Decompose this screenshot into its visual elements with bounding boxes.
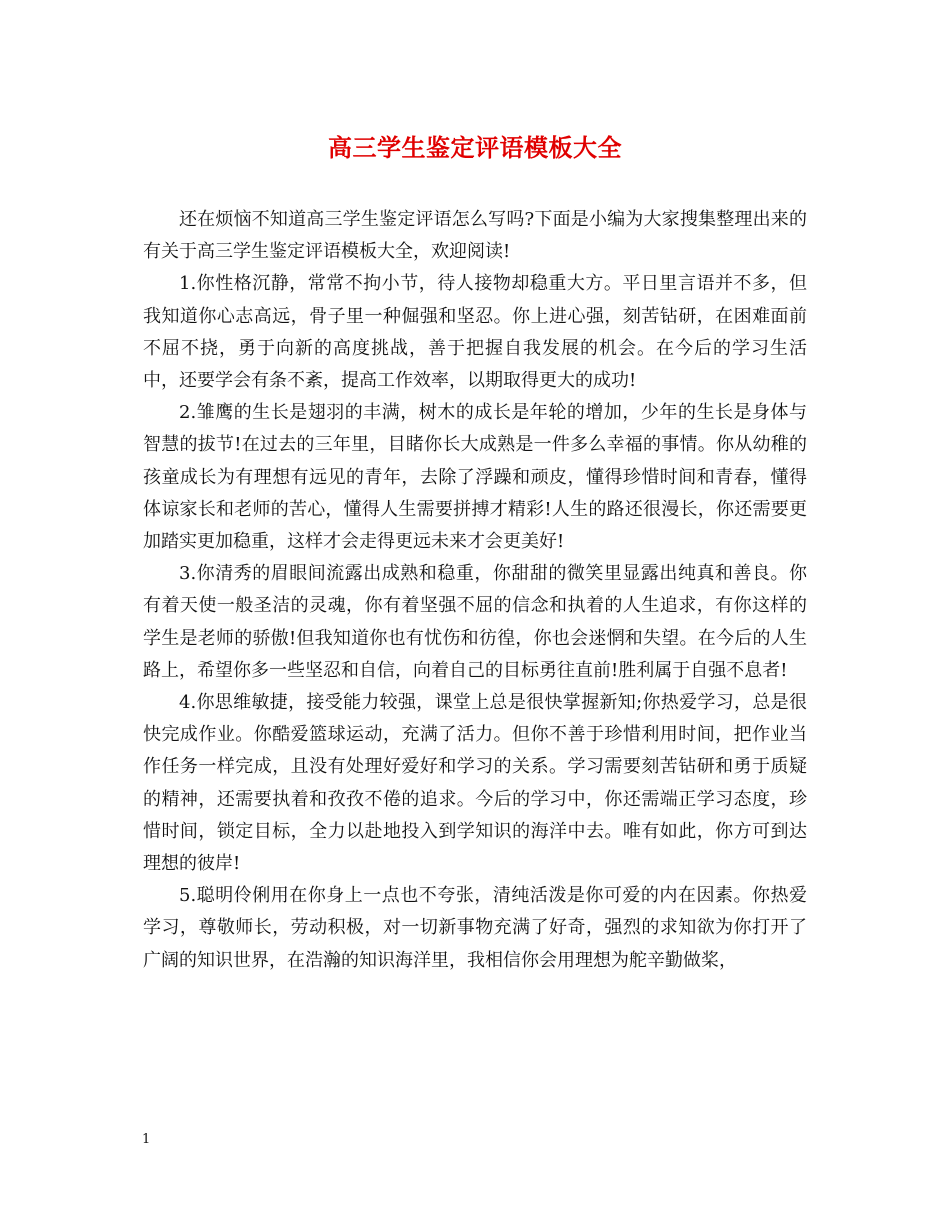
intro-paragraph: 还在烦恼不知道高三学生鉴定评语怎么写吗?下面是小编为大家搜集整理出来的有关于高三学生鉴定评语模板大全，欢迎阅读! (143, 209, 807, 263)
comment-paragraph-4: 4.你思维敏捷，接受能力较强，课堂上总是很快掌握新知;你热爱学习，总是很快完成作业。你酷爱篮球运动，充满了活力。但你不善于珍惜利用时间，把作业当作任务一样完成，且没有处理好爱好和学习的关系。学习需要刻苦钻研和勇于质疑的精神，还需要执着和孜孜不倦的追求。今后的学习中，你还需端正学习态度，珍惜时间，锁定目标，全力以赴地投入到学知识的海洋中去。唯有如此，你方可到达理想的彼岸! (143, 692, 807, 875)
document-body (143, 204, 807, 977)
page-number: 1 (142, 1132, 151, 1147)
comment-paragraph-5: 5.聪明伶俐用在你身上一点也不夸张，清纯活泼是你可爱的内在因素。你热爱学习，尊敬师长，劳动积极，对一切新事物充满了好奇，强烈的求知欲为你打开了广阔的知识世界，在浩瀚的知识海洋里，我相信你会用理想为舵辛勤做桨， (143, 885, 807, 971)
comment-paragraph-3: 3.你清秀的眉眼间流露出成熟和稳重，你甜甜的微笑里显露出纯真和善良。你有着天使一般圣洁的灵魂，你有着坚强不屈的信念和执着的人生追求，有你这样的学生是老师的骄傲!但我知道你也有忧伤和彷徨，你也会迷惘和失望。在今后的人生路上，希望你多一些坚忍和自信，向着自己的目标勇往直前!胜利属于自强不息者! (143, 563, 807, 681)
comment-paragraph-2: 2.雏鹰的生长是翅羽的丰满，树木的成长是年轮的增加，少年的生长是身体与智慧的拔节!在过去的三年里，目睹你长大成熟是一件多么幸福的事情。你从幼稚的孩童成长为有理想有远见的青年，去除了浮躁和顽皮，懂得珍惜时间和青春，懂得体谅家长和老师的苦心，懂得人生需要拼搏才精彩!人生的路还很漫长，你还需要更加踏实更加稳重，这样才会走得更远未来才会更美好! (143, 402, 807, 553)
document-title: 高三学生鉴定评语模板大全 (328, 133, 622, 162)
comment-paragraph-1: 1.你性格沉静，常常不拘小节，待人接物却稳重大方。平日里言语并不多，但我知道你心志高远，骨子里一种倔强和坚忍。你上进心强，刻苦钻研，在困难面前不屈不挠，勇于向新的高度挑战，善于把握自我发展的机会。在今后的学习生活中，还要学会有条不紊，提高工作效率，以期取得更大的成功! (143, 273, 807, 392)
